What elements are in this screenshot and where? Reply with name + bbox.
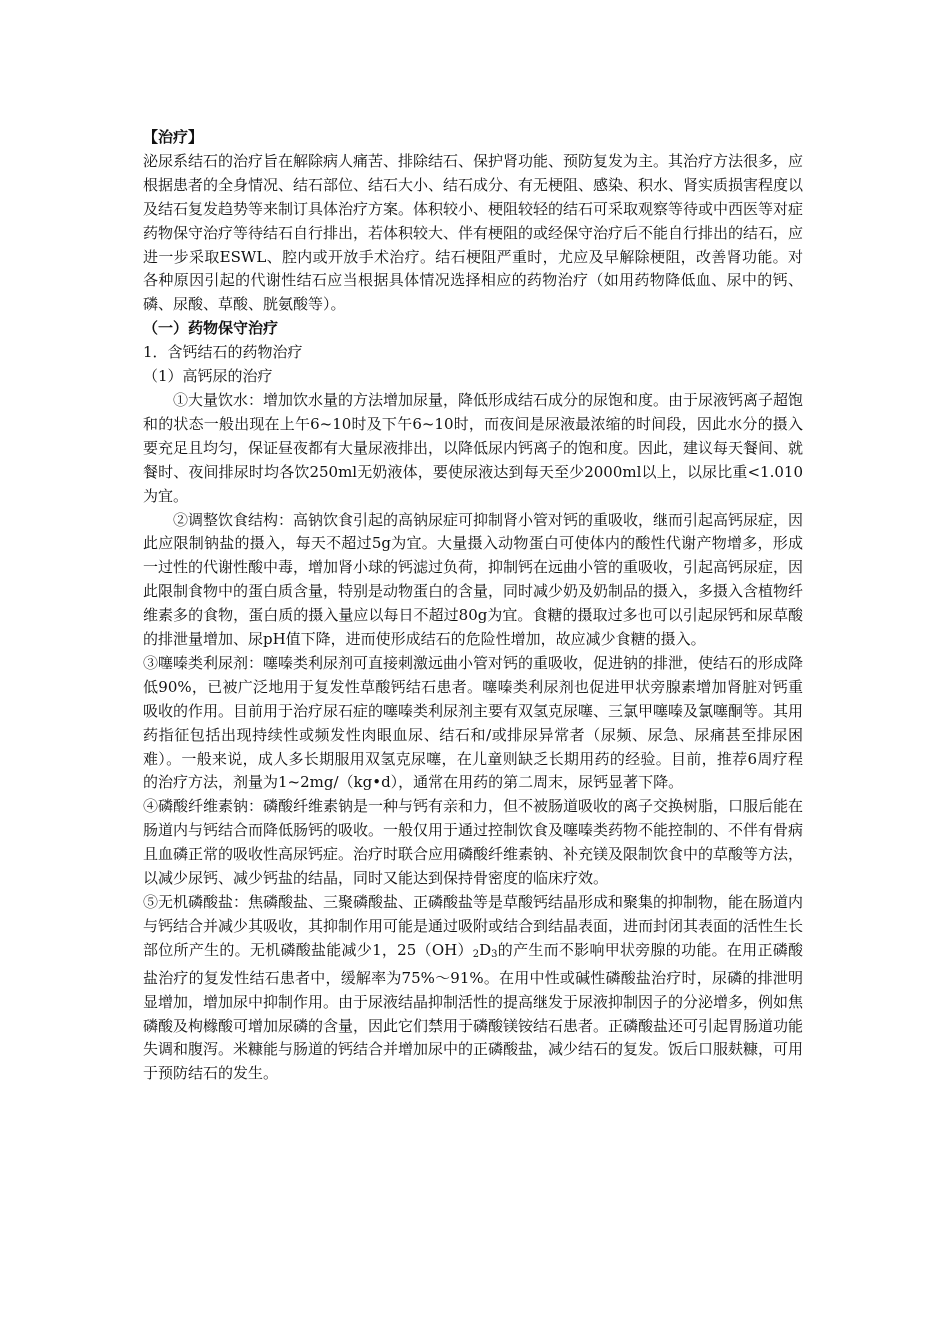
paragraph-cellulose-phosphate: ④磷酸纤维素钠：磷酸纤维素钠是一种与钙有亲和力，但不被肠道吸收的离子交换树脂，口服后能在肠道内与钙结合而降低肠钙的吸收。一般仅用于通过控制饮食及噻嗪类药物不能控制的、不伴有骨病且血磷正常的吸收性高尿钙症。治疗时联合应用磷酸纤维素钠、补充镁及限制饮食中的草酸等方法，以减少尿钙、减少钙盐的结晶，同时又能达到保持骨密度的临床疗效。 [143, 797, 804, 888]
paragraph-thiazide-diuretics: ③噻嗪类利尿剂：噻嗪类利尿剂可直接刺激远曲小管对钙的重吸收，促进钠的排泄，使结石的形成降低90%，已被广泛地用于复发性草酸钙结石患者。噻嗪类利尿剂也促进甲状旁腺素增加肾脏对钙重吸收的作用。目前用于治疗尿石症的噻嗪类利尿剂主要有双氢克尿噻、三氯甲噻嗪及氯噻酮等。其用药指征包括出现持续性或频发性肉眼血尿、结石和/或排尿异常者（尿频、尿急、尿痛甚至排尿困难）。一般来说，成人多长期服用双氢克尿噻，在儿童则缺乏长期用药的经验。目前，推荐6周疗程的治疗方法，剂量为1~2mg/（kg•d），通常在用药的第二周末，尿钙显著下降。 [143, 653, 804, 792]
section-title: 【治疗】 [143, 128, 204, 146]
subheading-calcium-stones: 1．含钙结石的药物治疗 [143, 343, 303, 362]
intro-paragraph: 泌尿系结石的治疗旨在解除病人痛苦、排除结石、保护肾功能、预防复发为主。其治疗方法很多，应根据患者的全身情况、结石部位、结石大小、结石成分、有无梗阻、感染、积水、肾实质损害程度以及结石复发趋势等来制订具体治疗方案。体积较小、梗阻较轻的结石可采取观察等待或中西医等对症药物保守治疗等待结石自行排出，若体积较大、伴有梗阻的或经保守治疗后不能自行排出的结石，应进一步采取ESWL、腔内或开放手术治疗。结石梗阻严重时，尤应及早解除梗阻，改善肾功能。对各种原因引起的代谢性结石应当根据具体情况选择相应的药物治疗（如用药物降低血、尿中的钙、磷、尿酸、草酸、胱氨酸等）。 [143, 151, 804, 314]
text-segment: D [479, 940, 492, 959]
paragraph-diet-adjustment: ②调整饮食结构：高钠饮食引起的高钠尿症可抑制肾小管对钙的重吸收，继而引起高钙尿症，因此应限制钠盐的摄入，每天不超过5g为宜。大量摄入动物蛋白可使体内的酸性代谢产物增多，形成一过性的代谢性酸中毒，增加肾小球的钙滤过负荷，抑制钙在远曲小管的重吸收，引起高钙尿症，因此限制食物中的蛋白质含量，特别是动物蛋白的含量，同时减少奶及奶制品的摄入，多摄入含植物纤维素多的食物，蛋白质的摄入量应以每日不超过80g为宜。食糖的摄取过多也可以引起尿钙和尿草酸的排泄量增加、尿pH值下降，进而使形成结石的危险性增加，故应减少食糖的摄入。 [143, 510, 804, 649]
subheading-hypercalciuria: （1）高钙尿的治疗 [143, 367, 273, 386]
subsection-heading: （一）药物保守治疗 [143, 319, 279, 338]
text-segment: ⑤无机磷酸盐：焦磷酸盐、三聚磷酸盐、正磷酸盐等是草酸钙结晶形成和聚集的抑制物，能在肠道内与钙结合并减少其吸收，其抑制作用可能是通过吸附或结合到结晶表面，进而封闭其表面的活性生长部位所产生的。无机磷酸盐能减少1，25（OH） [143, 893, 804, 959]
paragraph-inorganic-phosphate [143, 891, 803, 1086]
document-body [143, 126, 803, 1086]
paragraph-drink-water: ①大量饮水：增加饮水量的方法增加尿量，降低形成结石成分的尿饱和度。由于尿液钙离子超饱和的状态一般出现在上午6~10时及下午6~10时，而夜间是尿液最浓缩的时间段，因此水分的摄入要充足且均匀，保证昼夜都有大量尿液排出，以降低尿内钙离子的饱和度。因此，建议每天餐间、就餐时、夜间排尿时均各饮250ml无奶液体，要使尿液达到每天至少2000ml以上，以尿比重<1.010为宜。 [143, 390, 804, 505]
subscript: 2 [472, 948, 480, 960]
subscript: 3 [491, 948, 498, 960]
text-segment: 的产生而不影响甲状旁腺的功能。在用正磷酸盐治疗的复发性结石患者中，缓解率为75%～91%。在用中性或碱性磷酸盐治疗时，尿磷的排泄明显增加，增加尿中抑制作用。由于尿液结晶抑制活性的提高继发于尿液抑制因子的分泌增多，例如焦磷酸及枸橼酸可增加尿磷的含量，因此它们禁用于磷酸镁铵结石患者。正磷酸盐还可引起胃肠道功能失调和腹泻。米糠能与肠道的钙结合并增加尿中的正磷酸盐，减少结石的复发。饭后口服麸糠，可用于预防结石的发生。 [143, 940, 804, 1083]
